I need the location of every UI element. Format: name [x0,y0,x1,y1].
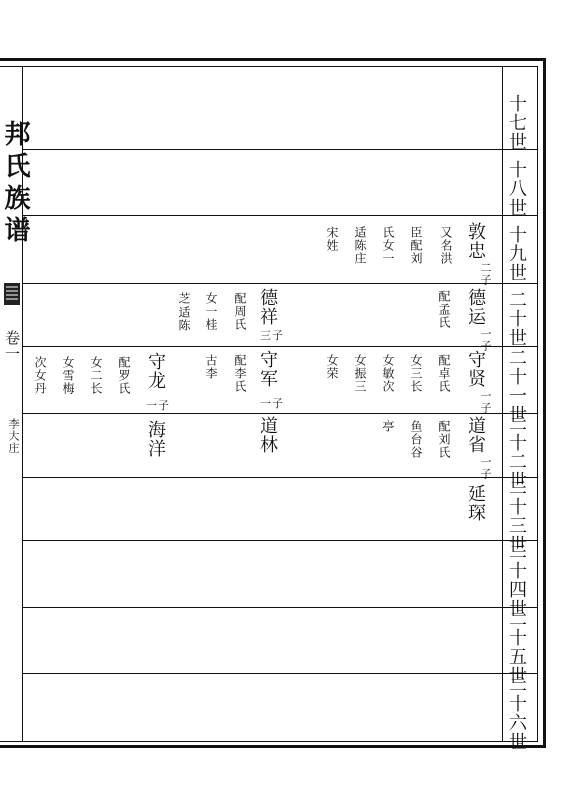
place-note: 古李 [204,354,218,380]
generation-label: 二十二世 [506,414,527,490]
sons-count: 一子 [479,328,492,352]
person-name: 德祥 [257,288,278,326]
sons-count: 一子 [146,399,170,412]
generation-label: 二十六世 [506,675,527,751]
place-note: 鱼台谷 [409,420,423,459]
daughter-note: 女雪梅 [61,356,75,395]
spouse-note: 臣配刘 [409,226,423,265]
marriage-note: 适陈庄 [353,226,367,265]
generation-label: 十九世 [506,225,527,282]
person-name: 守龙 [145,352,166,390]
spouse-note: 配周氏 [233,292,247,331]
spouse-note: 配卓氏 [437,354,451,393]
generation-label: 十八世 [506,160,527,217]
generation-label: 十七世 [506,94,527,151]
daughter-note: 女一桂 [204,292,218,331]
row-divider [22,283,538,284]
person-name: 守军 [257,350,278,388]
person-name: 德运 [465,288,486,326]
spouse-note: 配刘氏 [437,420,451,459]
marriage-note: 亭 [381,420,395,433]
daughter-note: 次女丹 [33,356,47,395]
husband-note: 宋姓 [325,226,339,252]
spouse-note: 配李氏 [233,354,247,393]
husband-note: 芝 [177,292,191,305]
generation-label: 二十三世 [506,478,527,554]
row-divider [22,673,538,674]
row-divider [22,413,538,414]
book-title: 邦氏族谱 [0,120,30,248]
generation-label: 二十四世 [506,542,527,618]
person-name: 海洋 [145,420,166,458]
daughter-note: 女振三 [353,354,367,393]
volume-label: 卷一 [3,330,21,362]
generation-label: 二十五世 [506,609,527,685]
row-divider [22,477,538,478]
row-divider [22,215,538,216]
row-divider [22,607,538,608]
row-divider [22,149,538,150]
daughter-note: 女敏次 [381,354,395,393]
person-note: 又名洪 [439,226,453,265]
marriage-note: 适陈 [177,306,191,332]
person-name: 道省 [465,416,486,454]
spouse-note: 配罗氏 [117,356,131,395]
row-divider [22,346,538,347]
generation-label: 二十世 [506,290,527,347]
ornament-icon [3,282,21,306]
sons-count: 一子 [479,456,492,480]
generation-label: 二十一世 [506,348,527,424]
daughter-note: 氏女一 [381,226,395,265]
person-name: 守贤 [465,350,486,388]
sons-count: 三子 [260,329,284,342]
sons-count: 一子 [260,397,284,410]
person-name: 延琛 [465,484,486,522]
village-label: 李大庄 [7,418,20,454]
person-name: 道林 [257,416,278,454]
spouse-note: 配孟氏 [437,290,451,329]
daughter-note: 女二长 [89,356,103,395]
row-divider [22,540,538,541]
daughter-note: 女三长 [409,354,423,393]
sons-count: 一子 [479,390,492,414]
sons-count: 二子 [479,262,492,286]
person-name: 敦忠 [465,222,486,260]
generation-column-rule [502,66,503,742]
daughter-note: 女荣 [325,354,339,380]
